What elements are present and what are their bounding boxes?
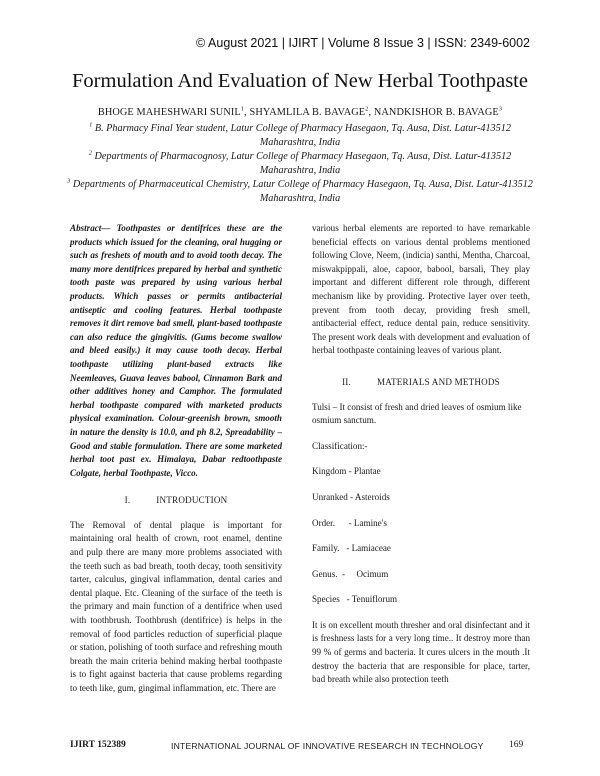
footer-journal-name: INTERNATIONAL JOURNAL OF INNOVATIVE RESEARCH IN TECHNOLOGY [171,741,484,751]
right-column [312,222,530,687]
classification-family: Family. - Lamiaceae [312,543,391,554]
affiliation-1: $^1$ B. Pharmacy Final Year student, Latur College of Pharmacy Hasegaon, Tq. Ausa, Dist. Latur-413512 Maharashtra, India [89,121,511,148]
author-2-mark: 2 [365,105,369,113]
abstract: Abstract— Toothpastes or dentifrices these are the products which issued for the cleaning, oral hugging or such as freshets of mouth and to avoid tooth decay. The many more dentifrices prepared by herbal and synthetic tooth paste was prepared by using various herbal products. Which passes or permits antibacterial antiseptic and cooling features. Herbal toothpaste removes it dirt remove bad smell, plant-based toothpaste can also reduce the gingivitis. (Gums become swallow and bleed easily.) it may cause tooth decay. Herbal toothpaste utilizing plant-based extracts like Neemleaves, Guava leaves babool, Cinnamon Bark and other additives honey and Camphor. The formulated herbal toothpaste compared with marketed products physical examination. Colour-greenish brown, smooth in nature the density is 10.0, and ph 8.2, Spreadability – Good and stable formulation. There are some marketed herbal toot past ex. Himalaya, Dabar redtoothpaste Colgate, herbal Toothpaste, Vicco. [70,223,282,478]
left-column [70,222,282,696]
classification-heading: Classification:- [312,440,368,451]
classification-order: Order. - Lamine's [312,517,387,528]
affiliation-3: $^3$ Departments of Pharmaceutical Chemistry, Latur College of Pharmacy Hasegaon, Tq. Ausa, Dist. Latur-413512 Maharashtra, India [67,177,533,204]
classification-genus: Genus. - Ocimum [312,568,389,579]
tulsi-text: Tulsi – It consist of fresh and dried leaves of osmium like osmium sanctum. [312,401,522,426]
footer-page-number: 169 [509,740,524,750]
introduction-text: The Removal of dental plaque is important for maintaining oral health of crown, root enamel, dentine and pulp there are many more problems associated with the teeth such as bad breath, tooth decay, tooth sensitivity tarter, calculus, gingival inflammation, dental caries and dental plaque. Etc. Cleaning of the surface of the teeth is the primary and main function of a dentifrice when used with toothbrush. Toothbrush (dentifrice) is helps in the removal of food particles reduction of superficial plaque or station, polishing of tooth surface and refreshing mouth breath the main criteria behind making herbal toothpaste is to fight against bacteria that cause problems regarding to teeth like, gum, gingimal inflammation, etc. There are [70,519,282,693]
paper-title: Formulation And Evaluation of New Herbal Toothpaste [72,70,528,92]
tulsi-benefits-text: It is on excellent mouth thresher and oral disinfectant and it is freshness lasts for a very long time.. It destroy more than 99 % of germs and bacteria. It cures ulcers in the mouth .It destroy the bacteria that are responsible for place, tarter, bad breath while also protection teeth [312,619,530,685]
author-2: , SHYAMLILA B. BAVAGE [244,107,366,118]
section-heading-methods: II. MATERIALS AND METHODS [342,376,500,387]
author-list [0,107,600,118]
author-3-mark: 3 [498,105,503,113]
classification-species: Species - Tenuiflorum [312,594,398,605]
footer-paper-id: IJIRT 152389 [70,740,126,750]
introduction-continued-text: various herbal elements are reported to have remarkable beneficial effects on various dental problems mentioned following Clove, Neem, (indicia) santhi, Mentha, Charcoal, miswakpippali, aloe, capoor, babool, barsali, They play important and different different role through, different mechanism like by providing. Protective layer over teeth, prevent from tooth decay, providing fresh smell, antibacterial effect, reduce dental pain, reduce sensitivity. The present work deals with development and evaluation of herbal toothpaste containing leaves of various plant. [312,223,530,356]
author-1: BHOGE MAHESHWARI SUNIL [97,107,241,118]
classification-unranked: Unranked - Asteroids [312,491,390,502]
section-heading-introduction: I. INTRODUCTION [124,495,228,506]
author-3: , NANDKISHOR B. BAVAGE [368,107,499,118]
classification-kingdom: Kingdom - Plantae [312,466,381,477]
affiliation-2: $^2$ Departments of Pharmacognosy, Latur College of Pharmacy Hasegaon, Tq. Ausa, Dist. Latur-413512 Maharashtra, India [88,149,512,176]
journal-citation-header: © August 2021 | IJIRT | Volume 8 Issue 3 | ISSN: 2349-6002 [196,36,530,50]
author-1-mark: 1 [240,105,245,113]
